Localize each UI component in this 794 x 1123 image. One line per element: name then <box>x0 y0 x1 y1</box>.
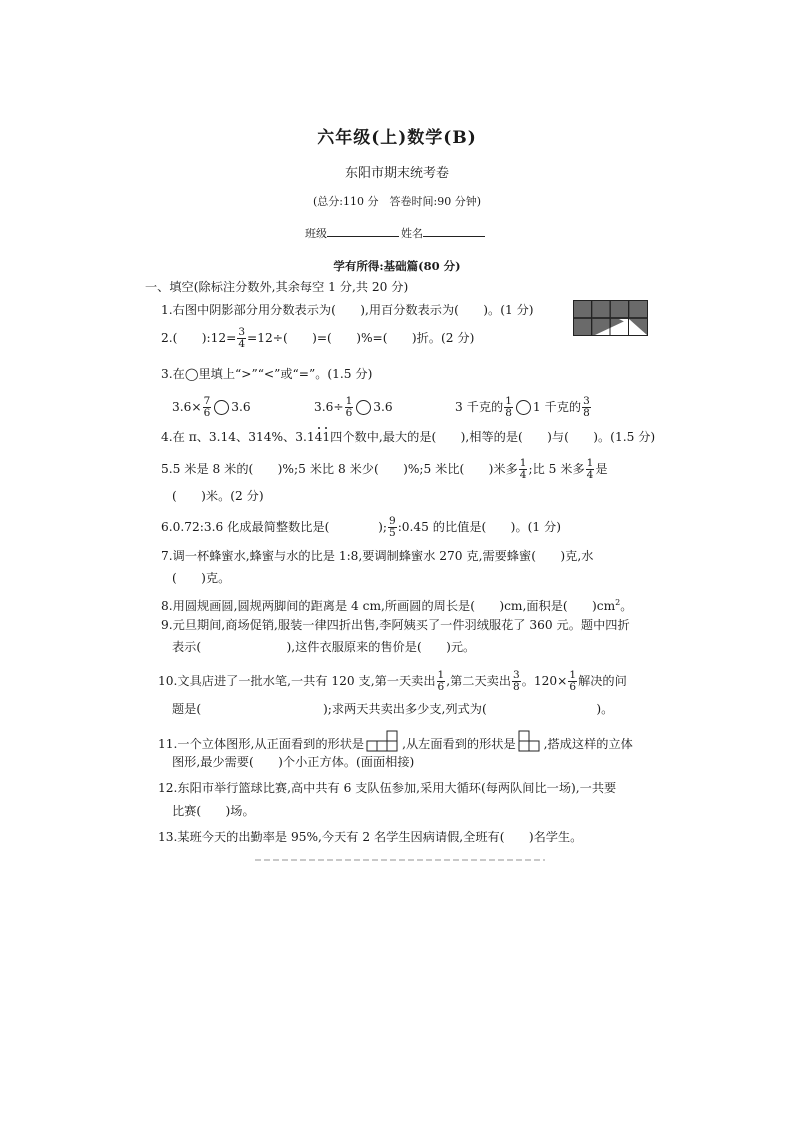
question-3-text: 3.在◯里填上“>”“<”或“=”。(1.5 分) <box>161 367 373 381</box>
question-5: 5.5 米是 8 米的( )%;5 米比 8 米少( )%;5 米比( )米多 $\frac{1}{4}$ ;比 5 米多 $\frac{1}{4}$ 是 <box>161 457 608 481</box>
question-2-text-a: 2.( ):12= <box>161 331 237 345</box>
question-2 <box>161 327 474 350</box>
question-10: 10.文具店进了一批水笔,一共有 120 支,第一天卖出 $\frac{1}{6}$ ,第二天卖出 $\frac{3}{8}$ 。120× $\frac{1}{6}$ 解决的问 <box>158 669 627 693</box>
question-11-line2: 图形,最少需要( )个小正方体。(面面相接) <box>172 755 415 769</box>
compare-3: 3 千克的 $\frac{1}{8}$ 1 千克的 $\frac{3}{8}$ <box>455 395 590 419</box>
question-8: 8.用圆规画圆,圆规两脚间的距离是 4 cm,所画圆的周长是( )cm,面积是( )$cm^2$。 <box>161 598 633 614</box>
question-11: 11.一个立体图形,从正面看到的形状是 ,从左面看到的形状是 ,搭成这样的立体 <box>158 730 633 752</box>
name-field[interactable] <box>401 225 485 241</box>
section-title: 学有所得:基础篇(80 分) <box>333 259 461 273</box>
fraction-9-5: $\frac{9}{5}$ <box>389 515 396 539</box>
compare-1: 3.6× $\frac{7}{6}$ 3.6 <box>172 395 251 419</box>
question-1 <box>161 302 534 318</box>
compare-circle-2[interactable] <box>356 400 371 415</box>
fraction-7-6: $\frac{7}{6}$ <box>203 395 211 419</box>
question-3 <box>161 366 372 382</box>
superscript-2: 2 <box>615 598 621 607</box>
class-label: 班级 <box>305 227 327 240</box>
fraction-1-6: $\frac{1}{6}$ <box>345 395 353 419</box>
question-2-text-b: =12÷( )=( )%=( )折。(2 分) <box>247 331 475 345</box>
fraction-1-6: $\frac{1}{6}$ <box>437 669 445 693</box>
fraction-3-8: $\frac{3}{8}$ <box>513 669 520 693</box>
question-5-line2: ( )米。(2 分) <box>172 489 264 503</box>
part1-heading: 一、填空(除标注分数外,其余每空 1 分,共 20 分) <box>145 280 409 294</box>
compare-circle-3[interactable] <box>516 400 531 415</box>
page-title: 六年级(上)数学(B) <box>317 128 477 148</box>
fraction-1-6: $\frac{1}{6}$ <box>569 669 577 693</box>
question-12: 12.东阳市举行篮球比赛,高中共有 6 支队伍参加,采用大循环(每两队间比一场),一共要 <box>158 781 617 795</box>
question-1-text: 1.右图中阴影部分用分数表示为( ),用百分数表示为( )。(1 分) <box>161 303 534 317</box>
repeating-digit: 4 <box>314 430 323 444</box>
scan-artifact-line <box>255 859 545 861</box>
repeating-digit: 1 <box>322 430 331 444</box>
front-view-figure <box>366 730 400 752</box>
compare-circle-1[interactable] <box>214 400 229 415</box>
class-blank[interactable] <box>327 236 399 237</box>
compare-2: 3.6÷ $\frac{1}{6}$ 3.6 <box>314 395 393 419</box>
question-6: 6.0.72:3.6 化成最简整数比是( ); $\frac{9}{5}$ :0.45 的比值是( )。(1 分) <box>161 515 561 539</box>
question-7-line2: ( )克。 <box>172 571 231 585</box>
question-10-line2: 题是( );求两天共卖出多少支,列式为( )。 <box>172 702 614 716</box>
question-9: 9.元旦期间,商场促销,服装一律四折出售,李阿姨买了一件羽绒服花了 360 元。题中四折 <box>161 618 630 632</box>
page-subtitle: 东阳市期末统考卷 <box>344 166 449 181</box>
question-4: 4.在 π、3.14、314%、3.141四个数中,最大的是( ),相等的是( )与( )。(1.5 分) <box>161 430 656 444</box>
class-field[interactable] <box>305 225 399 241</box>
fraction-1-4: $\frac{1}{4}$ <box>586 457 594 481</box>
shaded-grid-figure <box>573 300 648 336</box>
fraction-3-8: $\frac{3}{8}$ <box>583 395 590 419</box>
fraction-3-4: $\frac{3}{4}$ <box>238 326 246 350</box>
question-13: 13.某班今天的出勤率是 95%,今天有 2 名学生因病请假,全班有( )名学生。 <box>158 830 583 844</box>
question-12-line2: 比赛( )场。 <box>172 804 255 818</box>
name-label: 姓名 <box>401 227 423 240</box>
fraction-1-4: $\frac{1}{4}$ <box>519 457 527 481</box>
fraction-1-8: $\frac{1}{8}$ <box>505 395 512 419</box>
name-blank[interactable] <box>423 236 485 237</box>
question-9-line2: 表示( ),这件衣服原来的售价是( )元。 <box>172 640 476 654</box>
exam-meta: (总分:110 分 答卷时间:90 分钟) <box>313 195 481 208</box>
question-7: 7.调一杯蜂蜜水,蜂蜜与水的比是 1:8,要调制蜂蜜水 270 克,需要蜂蜜( )克,水 <box>161 549 594 563</box>
left-view-figure <box>518 730 542 752</box>
